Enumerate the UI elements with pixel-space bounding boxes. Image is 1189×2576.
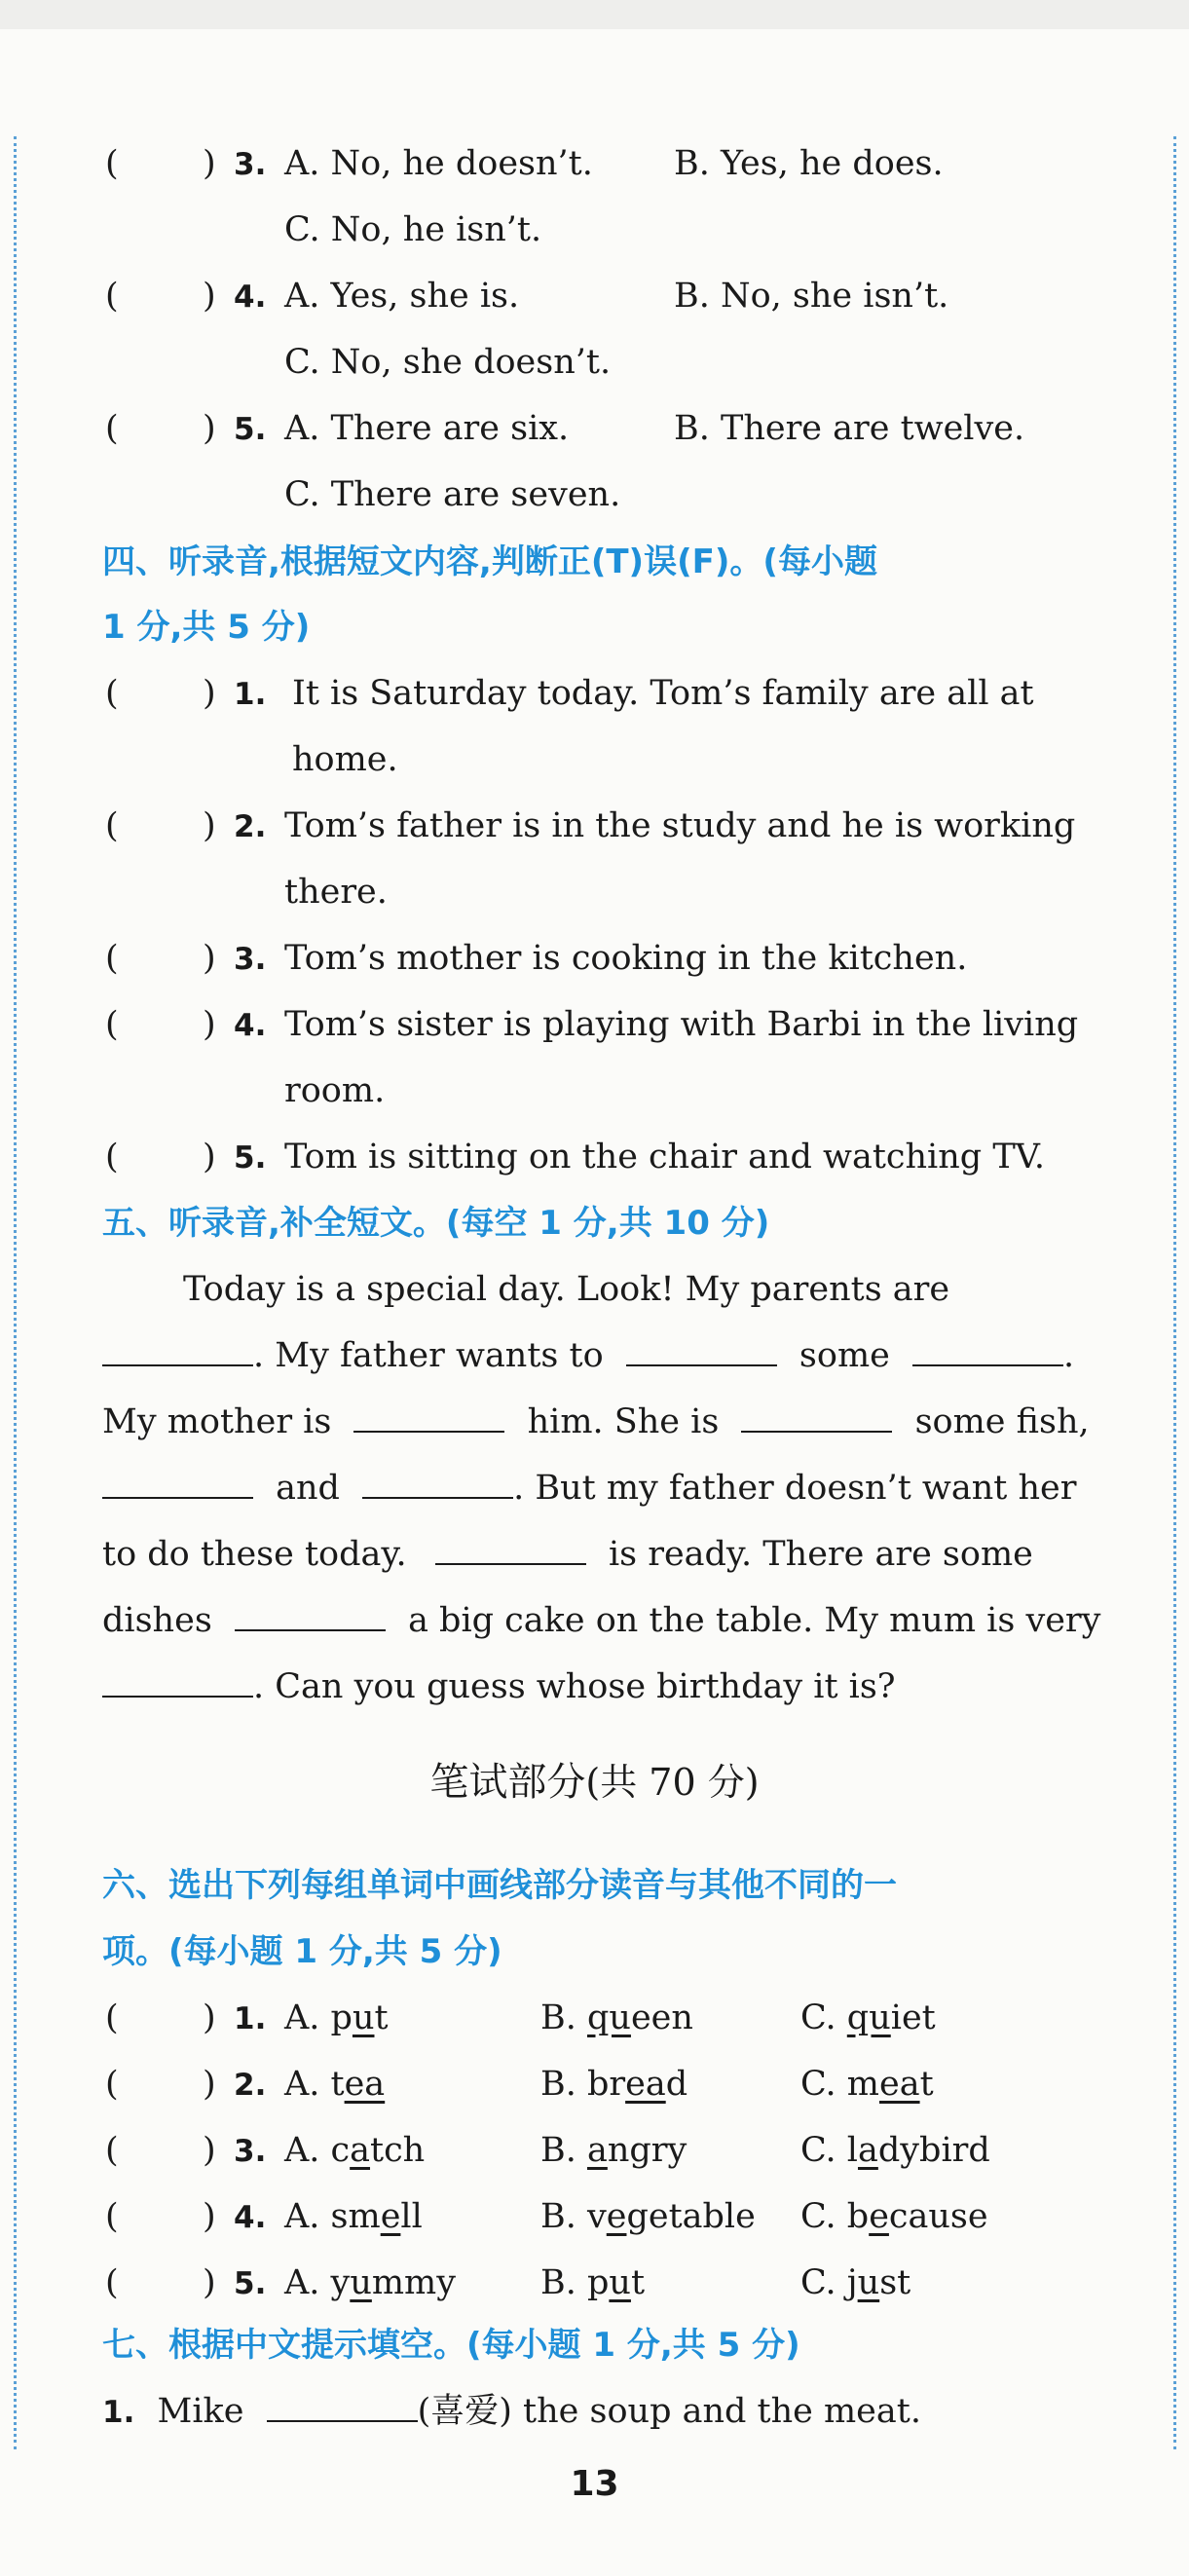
section4-heading-cont: 1 分,共 5 分) — [102, 608, 311, 647]
statement: It is Saturday today. Tom’s family are all at — [292, 674, 1034, 713]
fill-blank[interactable] — [102, 1666, 253, 1698]
option-b: B. Yes, he does. — [674, 144, 944, 183]
word-option-c: C. because — [800, 2197, 988, 2236]
fill-blank[interactable] — [435, 1534, 586, 1565]
option-c: C. No, she doesn’t. — [284, 343, 612, 382]
word-option-a: A. put — [284, 1998, 389, 2037]
passage-line-5: to do these today. is ready. There are some — [102, 1535, 1033, 1574]
word-option-c: C. meat — [800, 2065, 934, 2104]
fill-blank[interactable] — [102, 1468, 253, 1499]
statement: Tom is sitting on the chair and watching TV. — [284, 1138, 1045, 1176]
word-option-b: B. put — [540, 2263, 646, 2302]
answer-paren: ( ) — [105, 1998, 216, 2037]
section4-heading: 四、听录音,根据短文内容,判断正(T)误(F)。(每小题 — [102, 542, 877, 581]
statement: Tom’s mother is cooking in the kitchen. — [284, 939, 968, 978]
fill-blank[interactable] — [353, 1401, 504, 1433]
option-c: C. No, he isn’t. — [284, 210, 542, 249]
underlined-letters: ea — [625, 2065, 666, 2104]
answer-paren: ( ) — [105, 2197, 216, 2236]
question-number: 2. — [234, 809, 267, 844]
statement-cont: room. — [284, 1071, 386, 1110]
underlined-letters: a — [857, 2131, 878, 2170]
answer-paren: ( ) — [105, 2065, 216, 2104]
answer-paren: ( ) — [105, 2263, 216, 2302]
statement-cont: home. — [292, 740, 398, 779]
underlined-letters: u — [609, 2263, 631, 2302]
underlined-letters: a — [350, 2131, 371, 2170]
question-number: 3. — [234, 147, 267, 182]
underlined-letters: u — [857, 2263, 880, 2302]
word-option-a: A. yummy — [284, 2263, 457, 2302]
passage-line-3: My mother is him. She is some fish, — [102, 1402, 1090, 1441]
option-a: A. There are six. — [284, 409, 570, 448]
answer-paren: ( ) — [105, 1005, 216, 1044]
statement: Tom’s sister is playing with Barbi in the living — [284, 1005, 1079, 1044]
option-b: B. No, she isn’t. — [674, 277, 949, 316]
section7-item-1: 1. Mike (喜爱) the soup and the meat. — [102, 2392, 921, 2431]
question-number: 1. — [234, 2001, 267, 2036]
option-a: A. No, he doesn’t. — [284, 144, 593, 183]
fill-blank[interactable] — [741, 1401, 892, 1433]
fill-blank[interactable] — [912, 1335, 1063, 1366]
question-number: 3. — [234, 942, 267, 977]
passage-line-7: . Can you guess whose birthday it is? — [102, 1665, 896, 1708]
fill-blank[interactable] — [362, 1468, 513, 1499]
underlined-letters: qu — [586, 1998, 631, 2037]
passage-line-4: and . But my father doesn’t want her — [102, 1467, 1076, 1510]
fill-blank[interactable] — [235, 1600, 386, 1631]
section6-heading-cont: 项。(每小题 1 分,共 5 分) — [102, 1932, 502, 1971]
underlined-letters: u — [350, 2263, 372, 2302]
word-option-b: B. queen — [540, 1998, 693, 2037]
top-shadow — [0, 0, 1189, 29]
word-option-a: A. catch — [284, 2131, 426, 2170]
question-number: 2. — [234, 2068, 267, 2103]
question-number: 1. — [234, 677, 267, 712]
fill-blank[interactable] — [267, 2391, 418, 2422]
word-option-c: C. just — [800, 2263, 911, 2302]
written-part-title: 笔试部分(共 70 分) — [429, 1760, 760, 1805]
section7-heading: 七、根据中文提示填空。(每小题 1 分,共 5 分) — [102, 2326, 800, 2365]
chinese-hint: (喜爱) — [417, 2392, 512, 2431]
left-dotted-border — [14, 136, 17, 2449]
fill-blank[interactable] — [626, 1335, 777, 1366]
statement: Tom’s father is in the study and he is working — [284, 806, 1076, 845]
underlined-letters: a — [586, 2131, 608, 2170]
question-number: 5. — [234, 1140, 267, 1176]
word-option-c: C. ladybird — [800, 2131, 990, 2170]
underlined-letters: qu — [846, 1998, 891, 2037]
answer-paren: ( ) — [105, 674, 216, 713]
word-option-a: A. smell — [284, 2197, 423, 2236]
underlined-letters: e — [380, 2197, 401, 2236]
answer-paren: ( ) — [105, 939, 216, 978]
question-number: 3. — [234, 2134, 267, 2169]
answer-paren: ( ) — [105, 277, 216, 316]
option-a: A. Yes, she is. — [284, 277, 520, 316]
answer-paren: ( ) — [105, 806, 216, 845]
question-number: 5. — [234, 412, 267, 447]
word-option-c: C. quiet — [800, 1998, 936, 2037]
section6-heading: 六、选出下列每组单词中画线部分读音与其他不同的一 — [102, 1866, 897, 1905]
underlined-letters: ea — [878, 2065, 920, 2104]
option-b: B. There are twelve. — [674, 409, 1025, 448]
passage-line-6: dishes a big cake on the table. My mum is very — [102, 1601, 1101, 1640]
section5-heading: 五、听录音,补全短文。(每空 1 分,共 10 分) — [102, 1204, 770, 1243]
word-option-b: B. angry — [540, 2131, 687, 2170]
answer-paren: ( ) — [105, 409, 216, 448]
question-number: 4. — [234, 280, 267, 315]
word-option-b: B. bread — [540, 2065, 688, 2104]
question-number: 4. — [234, 1008, 267, 1043]
statement-cont: there. — [284, 873, 388, 912]
underlined-letters: u — [352, 1998, 375, 2037]
word-option-b: B. vegetable — [540, 2197, 756, 2236]
right-dotted-border — [1173, 136, 1176, 2449]
answer-paren: ( ) — [105, 2131, 216, 2170]
underlined-letters: e — [606, 2197, 627, 2236]
question-number: 4. — [234, 2200, 267, 2235]
underlined-letters: e — [869, 2197, 889, 2236]
word-option-a: A. tea — [284, 2065, 386, 2104]
question-number: 5. — [234, 2266, 267, 2301]
question-number: 1. — [102, 2395, 135, 2430]
answer-paren: ( ) — [105, 1138, 216, 1176]
passage-line-2: . My father wants to some . — [102, 1334, 1074, 1377]
option-c: C. There are seven. — [284, 475, 621, 514]
fill-blank[interactable] — [102, 1335, 253, 1366]
passage-line-1: Today is a special day. Look! My parents are — [183, 1270, 950, 1309]
underlined-letters: ea — [344, 2065, 386, 2104]
answer-paren: ( ) — [105, 144, 216, 183]
page-number: 13 — [570, 2464, 619, 2504]
